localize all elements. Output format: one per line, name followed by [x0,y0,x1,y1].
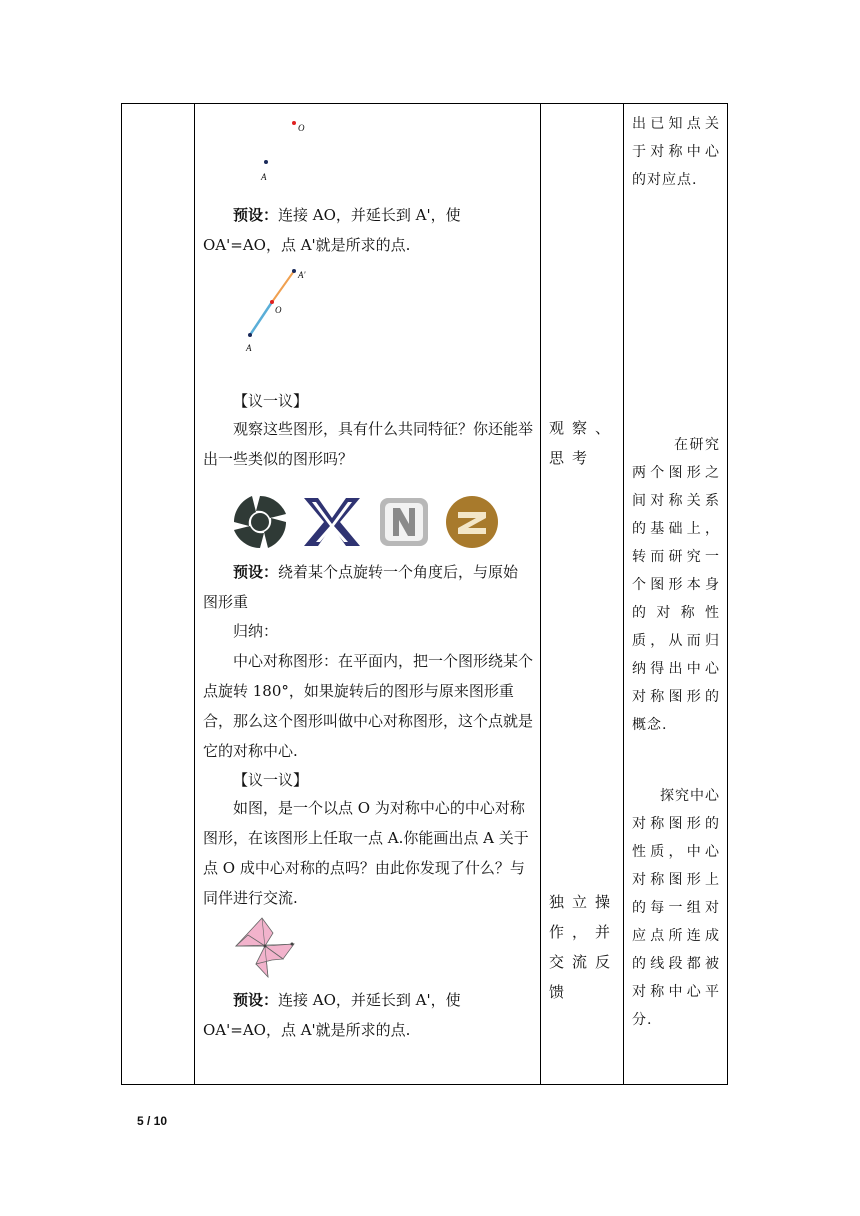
z-circle-logo-icon [444,494,500,550]
table-divider-1 [194,103,195,1085]
aperture-logo-icon [232,494,288,550]
label-o-2: O [275,305,282,315]
table-divider-2 [540,103,541,1085]
point-a-dot [264,160,268,164]
student-activity-1: 观察、思考 [549,419,619,467]
preset-label-3: 预设： [233,991,279,1009]
preset-text-2: 绕着某个点旋转一个角度后，与原始图形重 [203,563,519,611]
table-border-top [121,103,728,104]
label-a-2: A [246,343,252,353]
summary-heading: 归纳： [233,622,279,640]
preset-label-2: 预设： [233,563,279,581]
figure-point-o-a [250,115,330,190]
preset-paragraph-3 [203,985,533,1045]
table-border-left [121,103,122,1085]
table-divider-3 [623,103,624,1085]
label-a-prime: A' [298,270,306,280]
design-intent-3: 探究中心对称图形的性质，中心对称图形上的每一组对应点所连成的线段都被对称中心平分. [632,788,720,1028]
design-intent-1: 出已知点关于对称中心的对应点. [632,116,720,188]
student-activity-2: 独立操作，并交流反馈 [549,893,619,1001]
table-border-bottom [121,1084,728,1085]
discuss-question-1: 观察这些图形，具有什么共同特征？你还能举出一些类似的图形吗？ [203,420,534,468]
double-x-logo-icon [302,496,362,548]
definition-paragraph: 中心对称图形：在平面内，把一个图形绕某个点旋转 180°，如果旋转后的图形与原来图形重合，那么这个图形叫做中心对称图形，这个点就是它的对称中心. [203,652,534,760]
point-o-dot [292,121,296,125]
discuss-heading-1: 【议一议】 [233,392,309,410]
pinwheel-figure [232,915,298,981]
preset-text-3: 连接 AO，并延长到 A'，使 OA'=AO，点 A'就是所求的点. [203,991,461,1039]
label-o: O [298,123,305,133]
design-intent-2: 在研究两个图形之间对称关系的基础上，转而研究一个图形本身的对称性质，从而归纳得出中心对称图形的概念. [632,437,720,733]
table-border-right [727,103,728,1085]
preset-label: 预设： [233,206,279,224]
preset-text: 连接 AO，并延长到 A'，使 OA'=AO，点 A'就是所求的点. [203,206,461,254]
label-a: A [261,172,267,182]
logo-row [228,490,508,554]
discuss-question-2: 如图，是一个以点 O 为对称中心的中心对称图形，在该图形上任取一点 A.你能画出点 A 关于点 O 成中心对称的点吗？由此你发现了什么？与同伴进行交流. [203,799,529,907]
n-square-logo-icon [378,496,430,548]
preset-paragraph-1 [203,200,533,260]
page-number: 5 / 10 [137,1114,168,1128]
figure-segment-aoa [240,265,320,360]
discuss-heading-2: 【议一议】 [233,771,309,789]
preset-paragraph-2 [203,557,533,617]
